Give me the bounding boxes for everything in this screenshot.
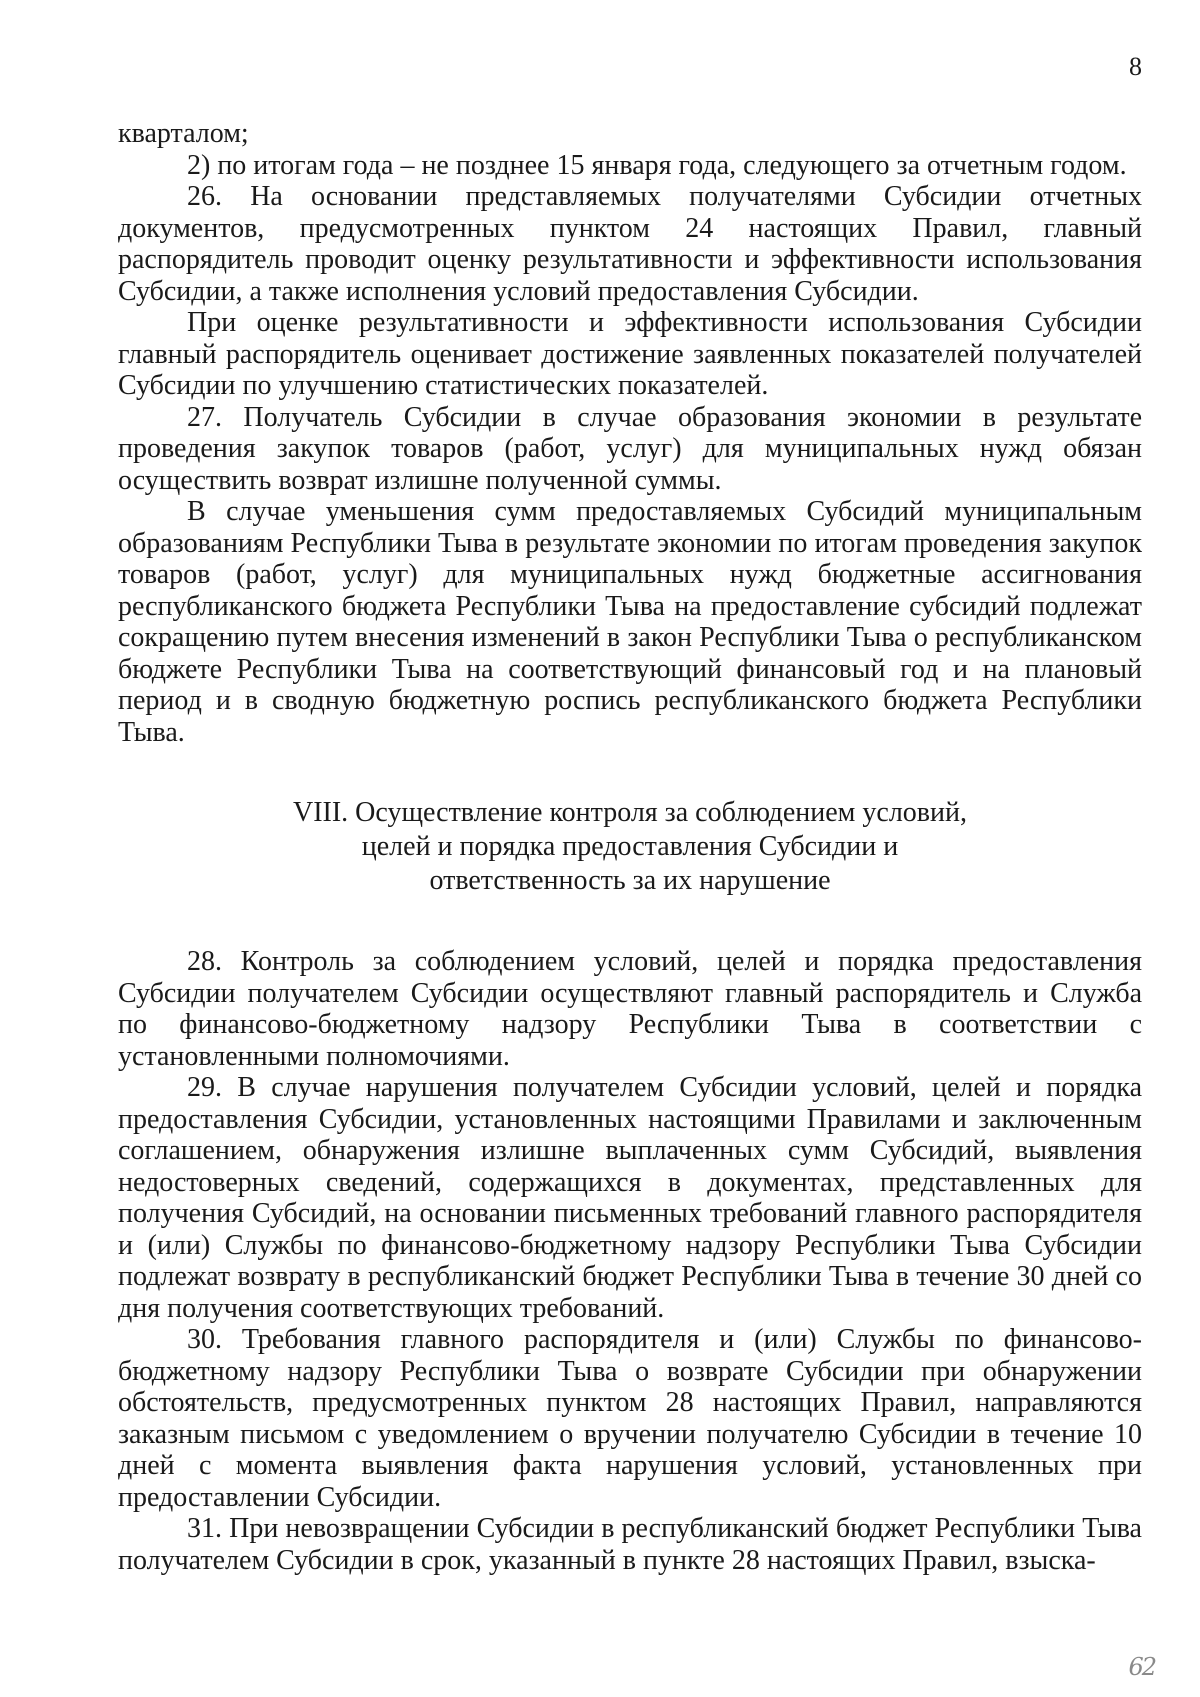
paragraph-continuation: кварталом; xyxy=(118,118,249,149)
page-number: 8 xyxy=(1129,52,1142,81)
paragraphs-after-section xyxy=(118,946,1142,1576)
paragraph-31: 31. При невозвращении Субсидии в республиканский бюджет Республики Тыва получателем Субсидии в срок, указанный в пункте 28 настоящих Правил, взыска- xyxy=(118,1513,1142,1576)
handwritten-margin-note: 62 xyxy=(1128,1653,1155,1681)
section-heading xyxy=(118,796,1142,898)
paragraph-30: 30. Требования главного распорядителя и (или) Службы по финансово-бюджетному надзору Республики Тыва о возврате Субсидии при обнаружении обстоятельств, предусмотренных пунктом 28 настоящих Правил, направляются заказным письмом с уведомлением о вручении получателю Субсидии в течение 10 дней с момента выявления факта нарушения условий, установленных при предоставлении Субсидии. xyxy=(118,1324,1142,1513)
paragraphs-before-section xyxy=(118,118,1142,748)
section-heading-line-1: VIII. Осуществление контроля за соблюдением условий, xyxy=(292,797,967,828)
paragraph-27-reduction: В случае уменьшения сумм предоставляемых Субсидий муниципальным образованиям Республики Тыва в результате экономии по итогам проведения закупок товаров (работ, услуг) для муниципальных нужд бюджетные ассигнования республиканского бюджета Республики Тыва на предоставление субсидий подлежат сокращению путем внесения изменений в закон Республики Тыва о республиканском бюджете Республики Тыва на соответствующий финансовый год и на плановый период и в сводную бюджетную роспись республиканского бюджета Республики Тыва. xyxy=(118,496,1142,748)
paragraph-29: 29. В случае нарушения получателем Субсидии условий, целей и порядка предоставления Субсидии, установленных настоящими Правилами и заключенным соглашением, обнаружения излишне выплаченных сумм Субсидий, выявления недостоверных сведений, содержащихся в документах, представленных для получения Субсидий, на основании письменных требований главного распорядителя и (или) Службы по финансово-бюджетному надзору Республики Тыва Субсидии подлежат возврату в республиканский бюджет Республики Тыва в течение 30 дней со дня получения соответствующих требований. xyxy=(118,1072,1142,1324)
paragraph-26: 26. На основании представляемых получателями Субсидии отчетных документов, предусмотренных пунктом 24 настоящих Правил, главный распорядитель проводит оценку результативности и эффективности использования Субсидии, а также исполнения условий предоставления Субсидии. xyxy=(118,181,1142,307)
paragraph-item-2: 2) по итогам года – не позднее 15 января года, следующего за отчетным годом. xyxy=(187,149,1127,181)
document-body xyxy=(118,118,1142,1576)
section-heading-line-3: ответственность за их нарушение xyxy=(429,865,831,896)
paragraph-26-evaluation: При оценке результативности и эффективности использования Субсидии главный распорядитель оценивает достижение заявленных показателей получателей Субсидии по улучшению статистических показателей. xyxy=(118,307,1142,401)
paragraph-28: 28. Контроль за соблюдением условий, целей и порядка предоставления Субсидии получателем Субсидии осуществляют главный распорядитель и Служба по финансово-бюджетному надзору Республики Тыва в соответствии с установленными полномочиями. xyxy=(118,946,1142,1072)
section-heading-line-2: целей и порядка предоставления Субсидии и xyxy=(361,831,899,862)
paragraph-27: 27. Получатель Субсидии в случае образования экономии в результате проведения закупок товаров (работ, услуг) для муниципальных нужд обязан осуществить возврат излишне полученной суммы. xyxy=(118,401,1142,496)
